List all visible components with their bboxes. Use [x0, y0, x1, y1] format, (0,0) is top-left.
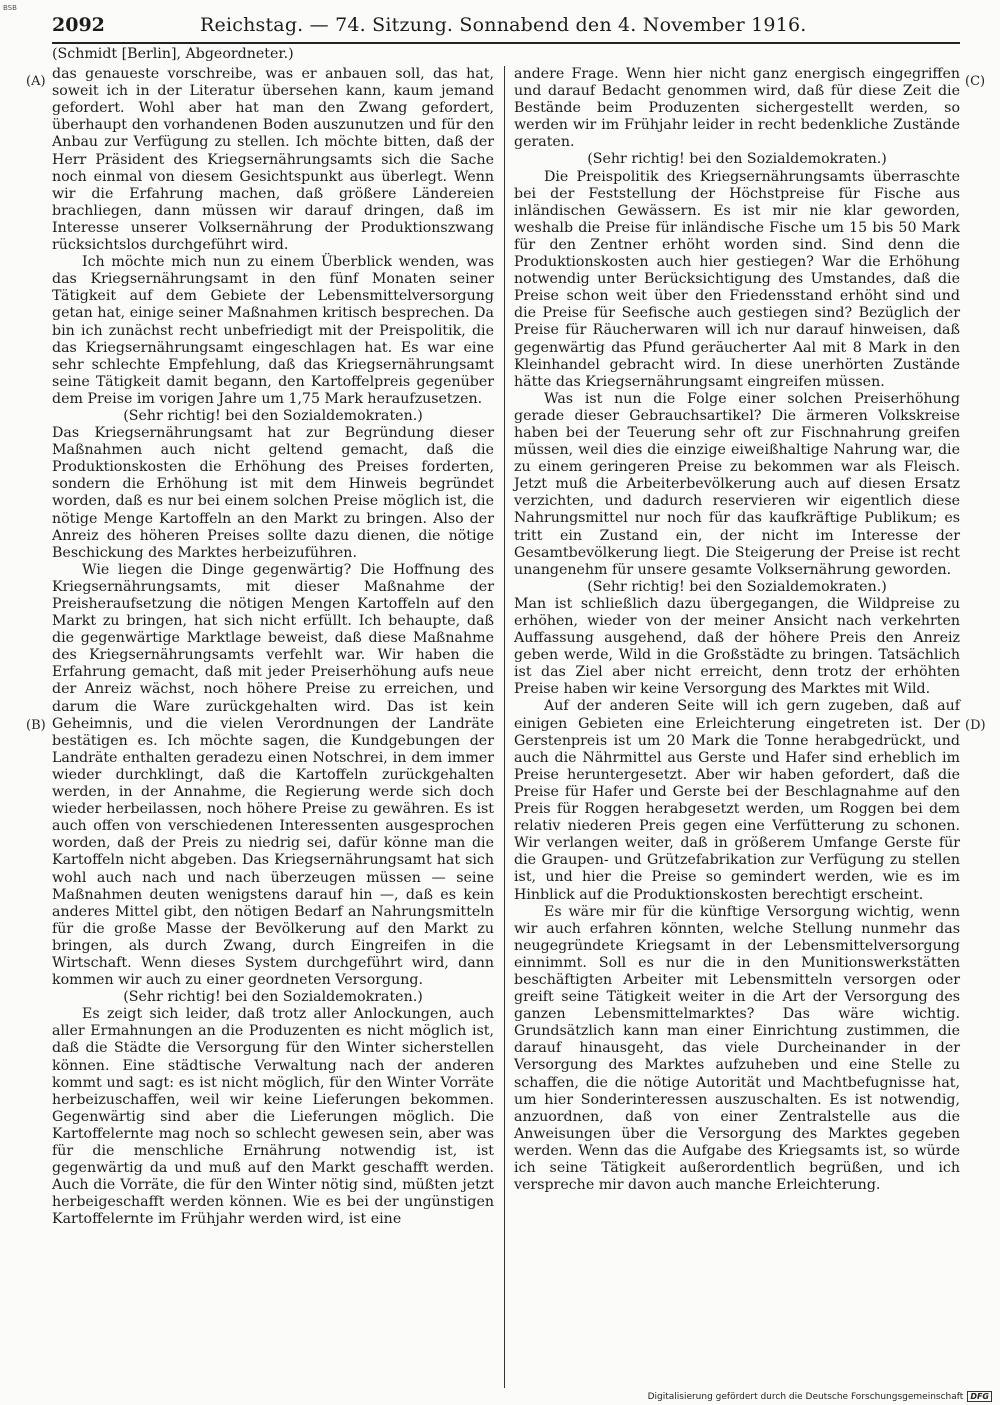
paragraph: Das Kriegsernährungsamt hat zur Begründung dieser Maßnahmen auch nicht geltend gemacht, daß die Produktionskosten die Erhöhung des Preises forderten, sondern die Erhöhung ist mit dem Hinweis begründet worden, daß es nur bei einem solchen Preise möglich ist, die nötige Menge Kartoffeln an den Markt zu bringen. Also der Anreiz des höheren Preises sollte dazu dienen, die nötige Beschickung des Marktes herbeizuführen. [52, 425, 494, 561]
left-column [52, 46, 494, 1228]
funding-note: Digitalisierung gefördert durch die Deutsche Forschungsgemeinschaft [647, 1391, 964, 1402]
page-number: 2092 [52, 14, 105, 36]
margin-marker-b: (B) [26, 718, 46, 733]
interjection: (Sehr richtig! bei den Sozialdemokraten.) [123, 407, 423, 424]
library-stamp: BSB [3, 4, 17, 12]
paragraph: Die Preispolitik des Kriegsernährungsamts überraschte bei der Feststellung der Höchstpreise für Fische aus inländischen Gewässern. Es ist mir nie klar geworden, weshalb die Preise für inländische Fische um 15 bis 50 Mark für den Zentner erhöht worden sind. Sind denn die Produktionskosten auch hier gestiegen? War die Erhöhung notwendig unter Berücksichtigung des Umstandes, daß die Preise schon weit über den Friedensstand erhöht sind und die Preise für Seefische auch gestiegen sind? Bezüglich der Preise für Räucherwaren will ich nur darauf hinweisen, daß gegenwärtig das Pfund geräucherter Aal mit 8 Mark in den Kleinhandel gebracht wird. In diese unerhörten Zustände hätte das Kriegsernährungsamt eingreifen müssen. [514, 168, 960, 390]
paragraph: Es wäre mir für die künftige Versorgung wichtig, wenn wir auch erfahren könnten, welche Stellung nunmehr das neugegründete Kriegsamt in der Lebensmittelversorgung einnimmt. Soll es nur die in den Munitionswerkstätten beschäftigten Arbeiter mit Lebensmitteln versorgen oder greift seine Tätigkeit weiter in die Art der Versorgung des ganzen Lebensmittelmarktes? Das wäre wichtig. Grundsätzlich kann man einer Einrichtung zustimmen, die darauf hinausgeht, das viele Durcheinander in der Versorgung des Marktes aufzuheben und eine Stelle zu schaffen, die die nötige Autorität und Machtbefugnisse hat, um hier Sonderinteressen auszuschalten. Es ist notwendig, anzuordnen, daß von einer Zentralstelle aus die Anweisungen über die Versorgung des Marktes gegeben werden. Wenn das die Aufgabe des Kriegsamts ist, so würde ich seine Tätigkeit außerordentlich begrüßen, und ich verspreche mir davon auch manche Erleichterung. [514, 903, 960, 1194]
running-title: Reichstag. — 74. Sitzung. Sonnabend den 4. November 1916. [200, 14, 807, 36]
paragraph: Auf der anderen Seite will ich gern zugeben, daß auf einigen Gebieten eine Erleichterung eingetreten ist. Der Gerstenpreis ist um 20 Mark die Tonne herabgedrückt, und auch die Nährmittel aus Gerste und Hafer sind erheblich im Preise heruntergesetzt. Aber wir haben gefordert, daß die Preise für Hafer und Gerste bei der Beschlagnahme auf den Preis für Roggen herabgesetzt werden, um Roggen bei dem relativ niederen Preis gegen eine Verfütterung zu schonen. Wir verlangen weiter, daß in größerem Umfange Gerste für die Graupen- und Grützefabrikation zur Verfügung zu stellen ist, und hier die Preise so gemindert werden, wie es im Hinblick auf die Produktionskosten berechtigt erscheint. [514, 698, 960, 903]
speaker-line: (Schmidt [Berlin], Abgeordneter.) [52, 46, 294, 62]
paragraph: Wie liegen die Dinge gegenwärtig? Die Hoffnung des Kriegsernährungsamts, mit dieser Maßnahme der Preisheraufsetzung die nötigen Mengen Kartoffeln auf den Markt zu bringen, hat sich nicht erfüllt. Ich behaupte, daß die gegenwärtige Marktlage beweist, daß diese Maßnahme des Kriegsernährungsamts verfehlt war. Wir haben die Erfahrung gemacht, daß mit jeder Preiserhöhung aufs neue der Anreiz wächst, noch höhere Preise zu erreichen, und darum die Ware zurückgehalten wird. Das ist kein Geheimnis, und die vielen Verordnungen der Landräte bestätigen es. Ich möchte sagen, die Kundgebungen der Landräte enthalten geradezu einen Notschrei, in dem immer wieder durchklingt, daß die Kartoffeln zurückgehalten werden, in der Annahme, die Regierung werde sich doch wieder herbeilassen, noch höhere Preise zu gewähren. Es ist auch offen von verschiedenen Interessenten ausgesprochen worden, daß der Preis zu niedrig sei, dafür könne man die Kartoffeln nicht abgeben. Das Kriegsernährungsamt hat sich wohl auch nach und nach überzeugen müssen — seine Maßnahmen deuten wenigstens darauf hin —, daß es kein anderes Mittel gibt, den nötigen Bedarf an Nahrungsmitteln für die große Masse der Bevölkerung auf den Markt zu bringen, als durch Zwang, durch Eingreifen in die Wirtschaft. Wenn dieses System durchgeführt wird, dann kommen wir auch zu einer geordneten Versorgung. [52, 561, 494, 989]
right-column [514, 66, 960, 1194]
header-rule [52, 42, 960, 44]
paragraph: Was ist nun die Folge einer solchen Preiserhöhung gerade dieser Gebrauchsartikel? Die ärmeren Volkskreise haben bei der Teuerung sehr oft zur Fischnahrung greifen müssen, weil dies die einzige eiweißhaltige Nahrung war, die zu einem geringeren Preise zu bekommen war als Fleisch. Jetzt muß die Arbeiterbevölkerung auch auf diesen Ersatz verzichten, und dadurch reservieren wir eigentlich diese Nahrungsmittel nur noch für das kaufkräftige Publikum; es tritt ein Zustand ein, der nicht im Interesse der Gesamtbevölkerung liegt. Die Steigerung der Preise ist recht unangenehm für unsere gesamte Volksernährung geworden. [514, 390, 960, 578]
footer [648, 1391, 992, 1402]
paragraph: andere Frage. Wenn hier nicht ganz energisch eingegriffen und darauf Bedacht genommen wird, daß für diese Zeit die Bestände beim Produzenten sichergestellt werden, so werden wir im Frühjahr leider in recht bedenkliche Zustände geraten. [514, 66, 960, 151]
interjection: (Sehr richtig! bei den Sozialdemokraten.) [587, 151, 887, 168]
margin-marker-d: (D) [965, 718, 986, 733]
paragraph: das genaueste vorschreibe, was er anbauen soll, das hat, soweit ich in der Literatur übersehen kann, kaum jemand gefordert. Wohl aber hat man den Zwang gefordert, überhaupt den vorhandenen Boden auszunutzen und für den Anbau zur Verfügung zu stellen. Ich möchte bitten, daß der Herr Präsident des Kriegsernährungsamts sich die Sache noch einmal von diesem Gesichtspunkt aus überlegt. Wenn wir die Erfahrung machen, daß größere Ländereien brachliegen, dann müssen wir darauf dringen, daß im Interesse unserer Volksernährung der Produktionszwang rücksichtslos durchgeführt wird. [52, 66, 494, 254]
interjection: (Sehr richtig! bei den Sozialdemokraten.) [123, 989, 423, 1006]
paragraph: Es zeigt sich leider, daß trotz aller Anlockungen, auch aller Ermahnungen an die Produzenten es nicht möglich ist, daß die Städte die Versorgung für den Winter sicherstellen können. Eine städtische Verwaltung nach der anderen kommt und sagt: es ist nicht möglich, für den Winter Vorräte herbeizuschaffen, weil wir keine Lieferungen bekommen. Gegenwärtig sind aber die Lieferungen möglich. Die Kartoffelernte mag noch so schlecht gewesen sein, aber was für die menschliche Ernährung notwendig ist, ist gegenwärtig da und muß auf den Markt geschafft werden. Auch die Vorräte, die für den Winter nötig sind, müßten jetzt herbeigeschafft werden können. Wie es bei der ungünstigen Kartoffelernte im Frühjahr werden wird, ist eine [52, 1006, 494, 1228]
dfg-logo-icon: DFG [967, 1391, 992, 1402]
paragraph: Man ist schließlich dazu übergegangen, die Wildpreise zu erhöhen, wieder von der meiner Ansicht nach verkehrten Auffassung ausgehend, daß der höhere Preis den Anreiz geben werde, Wild in die Großstädte zu bringen. Tatsächlich ist das Ziel aber nicht erreicht, denn trotz der erhöhten Preise haben wir keine Versorgung des Marktes mit Wild. [514, 595, 960, 698]
margin-marker-c: (C) [965, 74, 986, 89]
page-header [52, 14, 960, 42]
interjection: (Sehr richtig! bei den Sozialdemokraten.) [587, 578, 887, 595]
column-divider [504, 66, 505, 1388]
margin-marker-a: (A) [26, 74, 46, 89]
paragraph: Ich möchte mich nun zu einem Überblick wenden, was das Kriegsernährungsamt in den fünf Monaten seiner Tätigkeit auf dem Gebiete der Lebensmittelversorgung getan hat, einige seiner Maßnahmen kritisch besprechen. Da bin ich zunächst recht unbefriedigt mit der Preispolitik, die das Kriegsernährungsamt eingeschlagen hat. Es war eine sehr schlechte Empfehlung, daß das Kriegsernährungsamt seine Tätigkeit damit begann, den Kartoffelpreis gegenüber dem Preise im vorigen Jahre um 1,75 Mark heraufzusetzen. [52, 254, 494, 407]
